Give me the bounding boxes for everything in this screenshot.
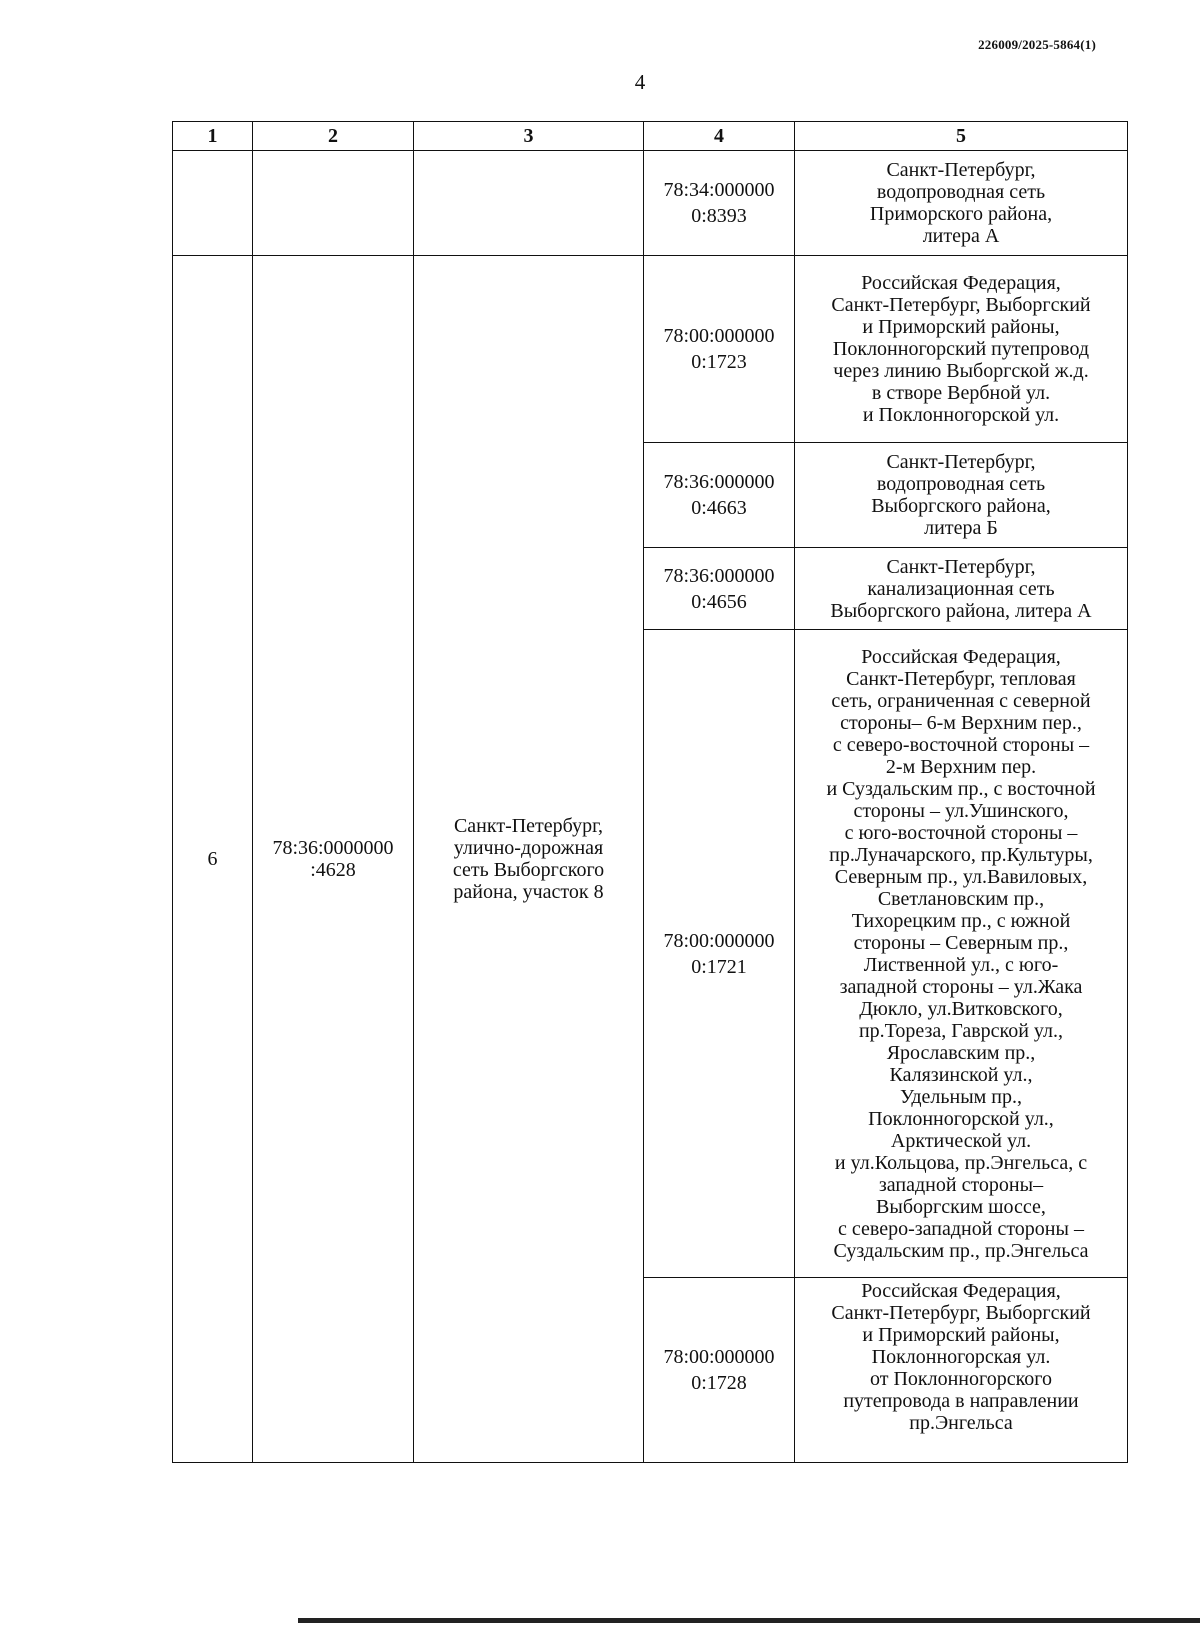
table-cell-empty xyxy=(173,151,253,256)
object-description-cell: Санкт-Петербург, водопроводная сеть Приморского района, литера А xyxy=(795,151,1128,256)
table-header-row xyxy=(173,122,1128,151)
cadastral-number-cell: 78:34:000000 0:8393 xyxy=(644,151,795,256)
column-header-1: 1 xyxy=(173,122,253,151)
column-header-4: 4 xyxy=(644,122,795,151)
object-description-cell: Санкт-Петербург, водопроводная сеть Выборгского района, литера Б xyxy=(795,443,1128,548)
row-number-cell: 6 xyxy=(173,256,253,1463)
table-row xyxy=(173,256,1128,443)
object-description-cell: Российская Федерация, Санкт-Петербург, тепловая сеть, ограниченная с северной стороны– 6-м Верхним пер., с северо-восточной стороны – 2-м Верхним пер. и Суздальским пр., с восточной стороны – ул.Ушинского, с юго-восточной стороны – пр.Луначарского, пр.Культуры, Северным пр., ул.Вавиловых, Светлановским пр., Тихорецким пр., с южной стороны – Северным пр., Лиственной ул., с юго- западной стороны – ул.Жака Дюкло, ул.Витковского, пр.Тореза, Гаврской ул., Ярославским пр., Калязинской ул., Удельным пр., Поклонногорской ул., Арктической ул. и ул.Кольцова, пр.Энгельса, с западной стороны– Выборгским шоссе, с северо-западной стороны – Суздальским пр., пр.Энгельса xyxy=(795,630,1128,1278)
column-header-5: 5 xyxy=(795,122,1128,151)
cadastral-number-cell: 78:00:000000 0:1721 xyxy=(644,630,795,1278)
table-cell-empty xyxy=(414,151,644,256)
land-plots-table xyxy=(172,121,1128,1463)
cadastral-number-cell: 78:00:000000 0:1728 xyxy=(644,1278,795,1463)
page-number: 4 xyxy=(634,70,646,94)
cadastral-number-cell: 78:00:000000 0:1723 xyxy=(644,256,795,443)
table-row xyxy=(173,151,1128,256)
cadastral-number-cell: 78:36:000000 0:4656 xyxy=(644,548,795,630)
parcel-address-cell: Санкт-Петербург, улично-дорожная сеть Выборгского района, участок 8 xyxy=(414,256,644,1463)
column-header-2: 2 xyxy=(253,122,414,151)
scan-edge-bar xyxy=(298,1618,1200,1623)
table-cell-empty xyxy=(253,151,414,256)
object-description-cell: Российская Федерация, Санкт-Петербург, Выборгский и Приморский районы, Поклонногорская ул. от Поклонногорского путепровода в направлении пр.Энгельса xyxy=(795,1278,1128,1463)
parcel-cadastral-number-cell: 78:36:0000000 :4628 xyxy=(253,256,414,1463)
column-header-3: 3 xyxy=(414,122,644,151)
object-description-cell: Санкт-Петербург, канализационная сеть Выборгского района, литера А xyxy=(795,548,1128,630)
object-description-cell: Российская Федерация, Санкт-Петербург, Выборгский и Приморский районы, Поклонногорский путепровод через линию Выборгской ж.д. в створе Вербной ул. и Поклонногорской ул. xyxy=(795,256,1128,443)
cadastral-number-cell: 78:36:000000 0:4663 xyxy=(644,443,795,548)
document-registration-number: 226009/2025-5864(1) xyxy=(978,37,1096,52)
